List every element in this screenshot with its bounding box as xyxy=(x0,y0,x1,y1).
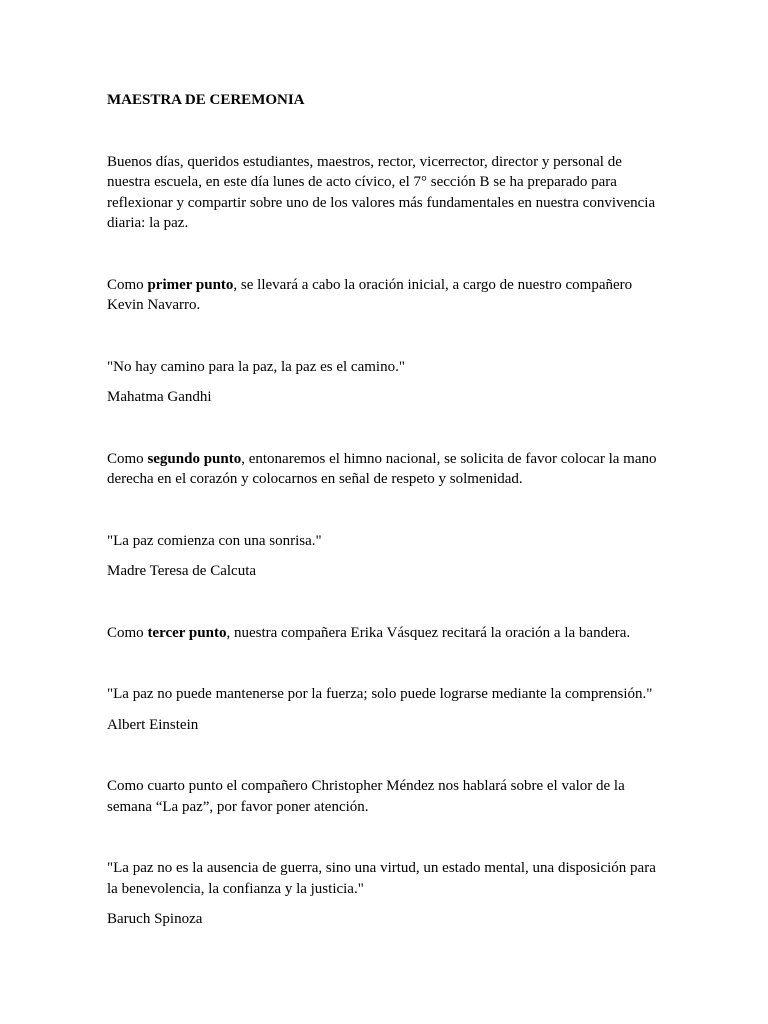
quote-3-text: "La paz no puede mantenerse por la fuerza; solo puede lograrse mediante la comprensión." xyxy=(107,686,653,702)
intro-paragraph: Buenos días, queridos estudiantes, maestros, rector, vicerrector, director y personal de nuestra escuela, en este día lunes de acto cívico, el 7° sección B se ha preparado para reflexionar y compartir sobre uno de los valores más fundamentales en nuestra convivencia diaria: la paz. xyxy=(107,153,656,231)
point-3-text: , nuestra compañera Erika Vásquez recitará la oración a la bandera. xyxy=(226,624,631,641)
point-2-text: , entonaremos el himno nacional, se solicita de favor colocar la mano derecha en el corazón y colocarnos en señal de respeto y solmenidad. xyxy=(107,450,657,487)
quote-4-text: "La paz no es la ausencia de guerra, sino una virtud, un estado mental, una disposición para la benevolencia, la confianza y la justicia." xyxy=(107,860,656,897)
point-3-prefix: Como xyxy=(107,624,148,641)
quote-4-author: Baruch Spinoza xyxy=(107,911,203,927)
point-3-paragraph xyxy=(107,623,667,644)
quote-2-text: "La paz comienza con una sonrisa." xyxy=(107,532,322,549)
quote-3-author: Albert Einstein xyxy=(107,716,199,733)
point-3-label: tercer punto xyxy=(147,624,227,641)
point-1-prefix: Como xyxy=(107,276,148,293)
point-2-label: segundo punto xyxy=(147,450,242,467)
point-1-label: primer punto xyxy=(147,276,234,293)
quote-2-author: Madre Teresa de Calcuta xyxy=(107,563,257,579)
point-1-paragraph xyxy=(107,275,667,316)
point-2-prefix: Como xyxy=(107,450,148,467)
document-title: MAESTRA DE CEREMONIA xyxy=(107,92,305,108)
point-4-paragraph: Como cuarto punto el compañero Christopher Méndez nos hablará sobre el valor de la semana “La paz”, por favor poner atención. xyxy=(107,778,625,815)
point-1-text: , se llevará a cabo la oración inicial, a cargo de nuestro compañero Kevin Navarro. xyxy=(107,276,633,313)
document-page xyxy=(107,90,667,930)
quote-1-author: Mahatma Gandhi xyxy=(107,389,212,405)
point-2-paragraph xyxy=(107,449,667,490)
quote-1-text: "No hay camino para la paz, la paz es el camino." xyxy=(107,358,405,375)
